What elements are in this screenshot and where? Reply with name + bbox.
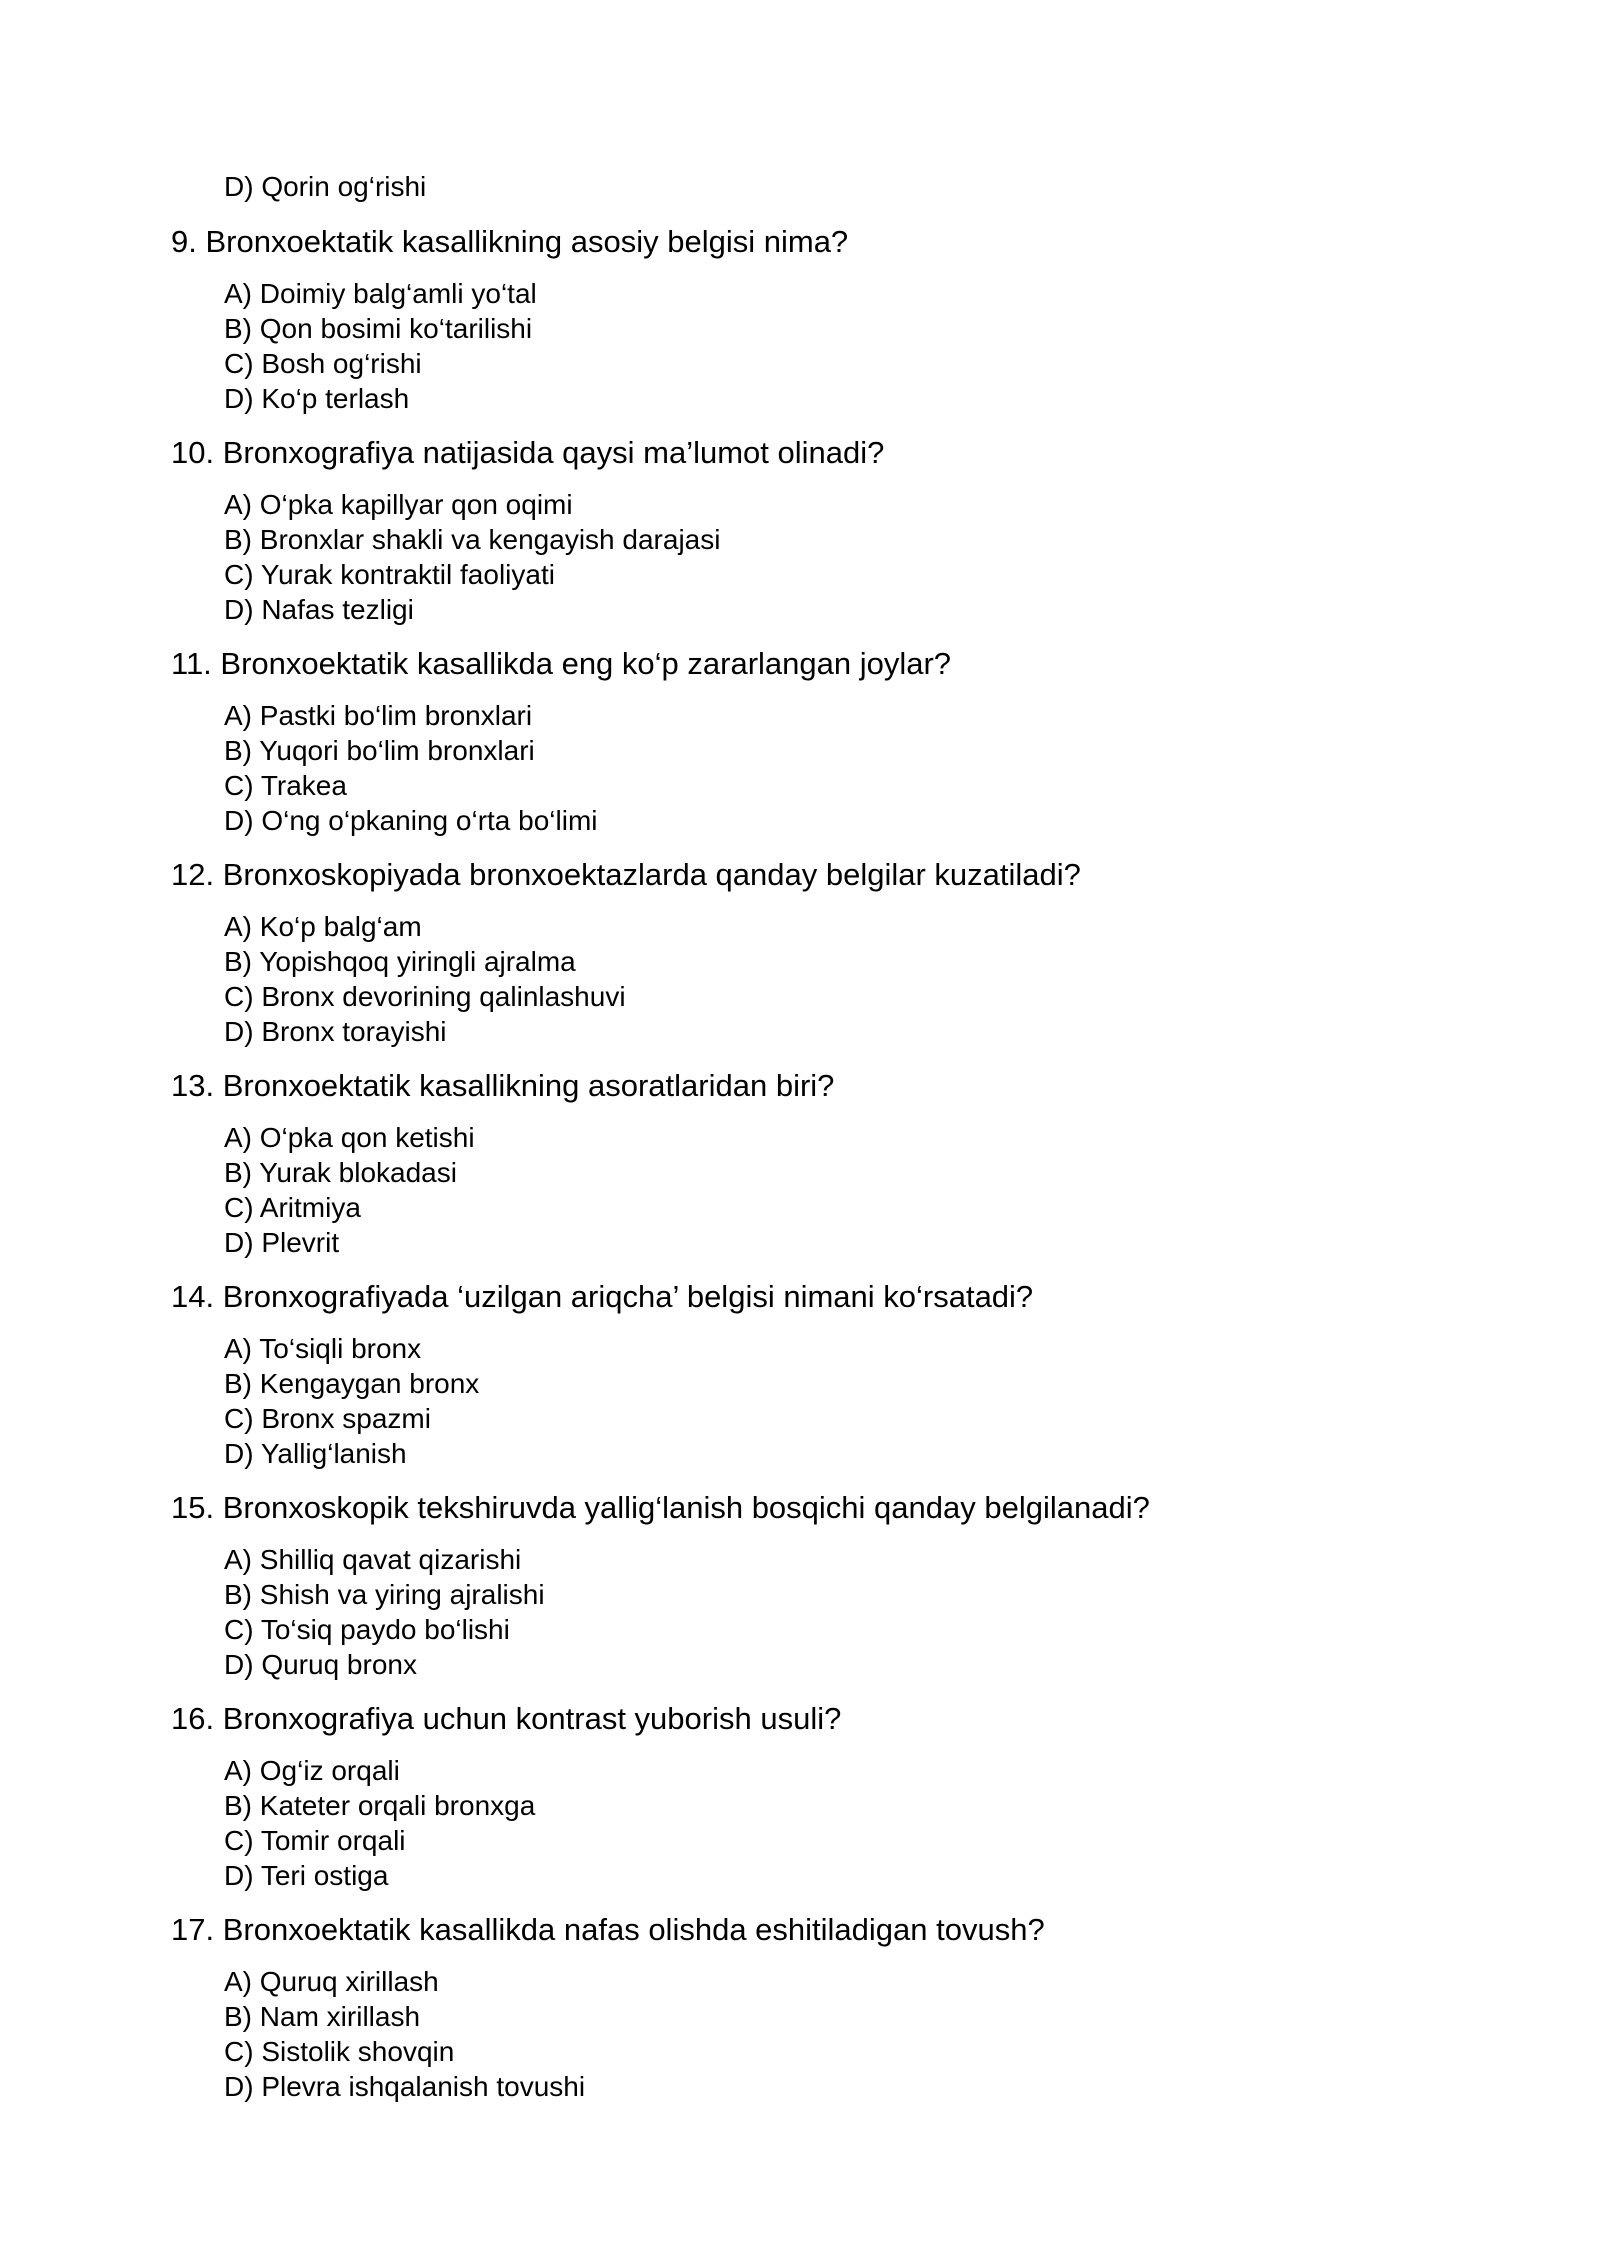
question-17-option-a: A) Quruq xirillash: [224, 1966, 439, 1997]
question-17-text: 17. Bronxoektatik kasallikda nafas olishda eshitiladigan tovush?: [171, 1912, 1045, 1947]
question-10-text: 10. Bronxografiya natijasida qaysi ma’lumot olinadi?: [171, 435, 885, 470]
question-17-option-d: D) Plevra ishqalanish tovushi: [224, 2071, 586, 2102]
question-16-option-a: A) Og‘iz orqali: [224, 1755, 400, 1786]
question-10-option-c: C) Yurak kontraktil faoliyati: [224, 559, 555, 590]
question-15-option-c: C) To‘siq paydo bo‘lishi: [224, 1614, 510, 1645]
question-16-option-c: C) Tomir orqali: [224, 1825, 406, 1856]
question-13-option-b: B) Yurak blokadasi: [224, 1157, 457, 1188]
question-13-option-d: D) Plevrit: [224, 1227, 340, 1258]
question-12-option-b: B) Yopishqoq yiringli ajralma: [224, 946, 576, 977]
question-9-option-d: D) Ko‘p terlash: [224, 383, 410, 414]
question-9-option-c: C) Bosh og‘rishi: [224, 348, 422, 379]
question-17-option-b: B) Nam xirillash: [224, 2001, 421, 2032]
question-16-text: 16. Bronxografiya uchun kontrast yuborish usuli?: [171, 1701, 842, 1736]
question-12-option-c: C) Bronx devorining qalinlashuvi: [224, 981, 626, 1012]
question-15-text: 15. Bronxoskopik tekshiruvda yallig‘lanish bosqichi qanday belgilanadi?: [171, 1490, 1150, 1525]
question-14-option-c: C) Bronx spazmi: [224, 1403, 431, 1434]
option-text: D) Qorin og‘rishi: [224, 171, 427, 202]
question-11-option-c: C) Trakea: [224, 770, 347, 801]
question-11-text: 11. Bronxoektatik kasallikda eng ko‘p zararlangan joylar?: [171, 646, 952, 681]
question-16-option-d: D) Teri ostiga: [224, 1860, 389, 1891]
question-11-option-d: D) O‘ng o‘pkaning o‘rta bo‘limi: [224, 805, 598, 836]
question-17-option-c: C) Sistolik shovqin: [224, 2036, 455, 2067]
question-9-text: 9. Bronxoektatik kasallikning asosiy belgisi nima?: [171, 224, 849, 259]
question-12-option-a: A) Ko‘p balg‘am: [224, 911, 422, 942]
question-15-option-a: A) Shilliq qavat qizarishi: [224, 1544, 522, 1575]
question-14-option-b: B) Kengaygan bronx: [224, 1368, 480, 1399]
question-12-option-d: D) Bronx torayishi: [224, 1016, 447, 1047]
question-13-option-a: A) O‘pka qon ketishi: [224, 1122, 475, 1153]
question-16-option-b: B) Kateter orqali bronxga: [224, 1790, 536, 1821]
question-10-option-b: B) Bronxlar shakli va kengayish darajasi: [224, 524, 721, 555]
question-9-option-b: B) Qon bosimi ko‘tarilishi: [224, 313, 533, 344]
question-13-text: 13. Bronxoektatik kasallikning asoratlaridan biri?: [171, 1068, 835, 1103]
question-14-option-a: A) To‘siqli bronx: [224, 1333, 422, 1364]
question-11-option-a: A) Pastki bo‘lim bronxlari: [224, 700, 533, 731]
question-14-option-d: D) Yallig‘lanish: [224, 1438, 407, 1469]
question-12-text: 12. Bronxoskopiyada bronxoektazlarda qanday belgilar kuzatiladi?: [171, 857, 1081, 892]
question-10-option-d: D) Nafas tezligi: [224, 594, 414, 625]
question-11-option-b: B) Yuqori bo‘lim bronxlari: [224, 735, 535, 766]
question-14-text: 14. Bronxografiyada ‘uzilgan ariqcha’ belgisi nimani ko‘rsatadi?: [171, 1279, 1034, 1314]
question-10-option-a: A) O‘pka kapillyar qon oqimi: [224, 489, 573, 520]
question-15-option-b: B) Shish va yiring ajralishi: [224, 1579, 545, 1610]
question-13-option-c: C) Aritmiya: [224, 1192, 361, 1223]
question-9-option-a: A) Doimiy balg‘amli yo‘tal: [224, 278, 537, 309]
question-15-option-d: D) Quruq bronx: [224, 1649, 417, 1680]
